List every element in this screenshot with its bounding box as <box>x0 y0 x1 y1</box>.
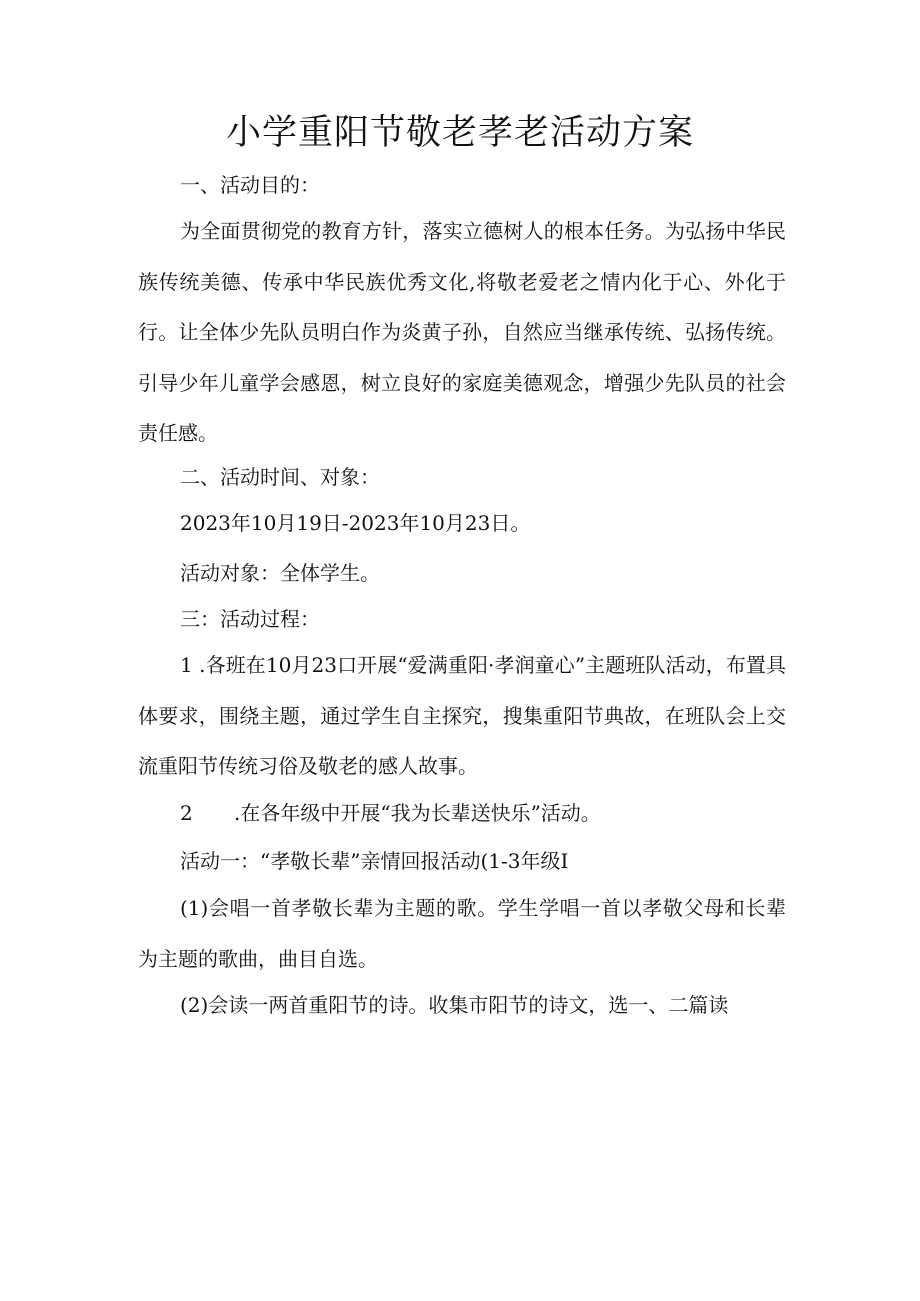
activity1-heading: 活动一：“孝敬长辈”亲情回报活动(1-3年级I <box>180 849 569 873</box>
activity-date-range: 2023年10月19日-2023年10月23日。 <box>180 511 531 535</box>
document-title: 小学重阳节敬老孝老活动方案 <box>225 113 694 153</box>
process-item-2-text: .在各年级中开展“我为长辈送快乐”活动。 <box>234 801 601 825</box>
process-item-2-number: 2 <box>180 801 193 825</box>
process-item-1: 1 .各班在10月23口开展“爱满重阳·孝润童心”主题班队活动，布置具体要求，围绕主题，通过学生自主探究，搜集重阳节典故，在班队会上交流重阳节传统习俗及敬老的感人故事。 <box>138 653 786 778</box>
sub-item-2: (2)会读一两首重阳节的诗。收集市阳节的诗文，选一、二篇读 <box>180 993 729 1017</box>
section2-heading: 二、活动时间、对象： <box>180 465 380 489</box>
section1-heading: 一、活动目的： <box>180 173 320 197</box>
section3-heading: 三：活动过程： <box>180 607 320 631</box>
activity-target: 活动对象：全体学生。 <box>180 561 380 585</box>
section1-paragraph: 为全面贯彻党的教育方针，落实立德树人的根本任务。为弘扬中华民族传统美德、传承中华民族优秀文化,将敬老爱老之情内化于心、外化于行。让全体少先队员明白作为炎黄子孙，自然应当继承传统、弘扬传统。引导少年儿童学会感恩，树立良好的家庭美德观念，增强少先队员的社会责任感。 <box>138 219 786 445</box>
sub-item-1: (1)会唱一首孝敬长辈为主题的歌。学生学唱一首以孝敬父母和长辈为主题的歌曲，曲目自选。 <box>138 896 786 971</box>
